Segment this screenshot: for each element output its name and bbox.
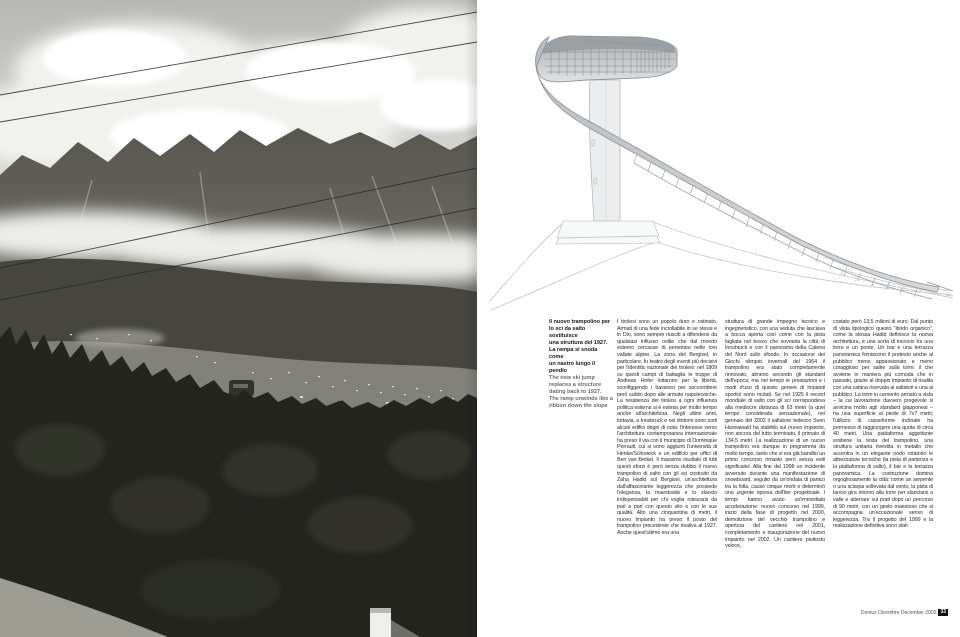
caption-line: una struttura del 1927. bbox=[549, 340, 608, 346]
photo-village-patch bbox=[75, 329, 165, 347]
caption-italian bbox=[549, 319, 613, 375]
page-footer bbox=[861, 609, 948, 616]
drawing-illustration bbox=[487, 10, 953, 312]
drawing-tower bbox=[589, 80, 620, 221]
article-column-1: I tirolesi sono un popolo duro e ostinato. Armati di una fede incrollabile in se stessi e in Dio, sono sempre riusciti a difendersi da qualsiasi influsso ostile che dal mondo esterno cercasse di penetrare nelle loro vallate alpine. La zona del Bergisel, in particolare, fu teatro degli eventi più decisivi per l'identità nazionale dei tirolesi: nel 1809 su questi campi di battaglia le truppe di Andreas Hofer lottarono per la libertà, sconfiggendo i bavaresi per soccombere però subito dopo alle armate napoleoniche. La resistenza dei tirolesi a ogni influenza politica esterna si è estesa per molto tempo anche all'architettura. Negli ultimi anni, tuttavia, a Innsbruck e nei dintorni sono sorti alcuni edifici degni di nota: l'interesse verso l'architettura contemporanea internazionale ha preso il via con il municipio di Dominique Perrault, cui si sono aggiunti l'università di Henke/Schreieck e un edificio per uffici di Ben van Berkel. Il massimo risultato di tutti questi sforzi è però senza dubbio il nuovo trampolino di salto con gli sci costruito da Zaha Hadid sul Bergisel, un'architettura dall'affascinante leggerezza che possiede l'eleganza, la maestosità e lo slancio indispensabili per chi voglia misurarsi da pari a pari con questo sito e con le sue qualità. Alto una cinquantina di metri, il nuovo impianto ha preso il posto del trampolino precedente che risaliva al 1927. Anche quest'ultimo era una bbox=[617, 319, 717, 536]
article-body bbox=[617, 319, 933, 591]
photo-caption bbox=[549, 319, 613, 410]
article-column-2: struttura di grande impegno tecnico e ingegneristico, con una veduta che lasciava a bocca aperta così come con la pista tagliata nel bosco che sovrasta la città di Innsbruck e con il panorama della Catena del Nord sullo sfondo. In occasione dei Giochi olimpici invernali del 1964 il trampolino era stato completamente rinnovato, almeno secondo gli standard dell'epoca; ma nel tempo le prestazioni e i modi d'uso di questo genere di impianti sportivi sono mutati. Se nel 1925 il record mondiale di salto con gli sci corrispondeva alla mediocre distanza di 63 metri (a quel tempo considerata sensazionale), nel gennaio del 2002 il saltatore tedesco Sven Hannawald ha stabilito sul nuovo impianto, non ancora del tutto terminato, il primato di 134,5 metri. La realizzazione di un nuovo trampolino era dunque in programma da molto tempo, tanto che si era già bandito un primo concorso rimasto però senza esiti significativi. Alla fine del 1998 un incidente avvenuto durante una manifestazione di snowboard, seguito da un'ondata di panico tra la folla, causò cinque morti e determinò una urgente ripresa dell'iter progettuale. I tempi hanno avuto un'immediata accelerazione: nuovo concorso nel 1999, inizio della fase di progetto nel 2000, demolizione del vecchio trampolino e apertura del cantiere nel 2001, completamento e inaugurazione del nuovo impianto nel 2002. Un cantiere piuttosto veloce, bbox=[725, 319, 825, 550]
caption-line: ribbon down the slope bbox=[549, 403, 608, 409]
caption-english bbox=[549, 375, 613, 410]
caption-line: replaces a structure bbox=[549, 382, 602, 388]
caption-line: The new ski jump bbox=[549, 375, 595, 381]
caption-line: The ramp unwinds like a bbox=[549, 396, 613, 402]
caption-line: lo sci da salto sostituisce bbox=[549, 326, 586, 339]
caption-line: La rampa si snoda come bbox=[549, 347, 598, 360]
caption-line: un nastro lungo il pendio bbox=[549, 361, 596, 374]
article-column-3: costato però 13,5 milioni di euro. Dal punto di vista tipologico questo “ibrido organico”, come la stessa Hadid definisce la nuova architettura, è una sorta di incrocio tra una torre e un ponte. Un bar e una terrazza panoramica forniscono il pretesto anche al pubblico meno appassionato e meno coraggioso per salire sulla torre: il che avviene in maniera più comoda che in passato, grazie al doppio impianto di risalita con una cabina riservata ai saltatori e una al pubblico. La torre in cemento armato a vista – la cui lavorazione davvero pregevole si avvicina molto agli standard giapponesi – ha una superficie al piede di 7x7 metri; l'utilizzo di casseforme inclinate ha permesso di raggiungere una quota di circa 40 metri. Una piattaforma aggettante sostiene la testa del trampolino, una struttura unitaria rivestita in metallo che accentra in un elegante nodo rotatorio le attrezzature tecniche (la pista di partenza e la piattaforma di salto), il bar e la terrazza panoramica. La costruzione domina orgogliosamente la città: come un serpente o una sciarpa sollevata dal vento, la pista di lancio gira intorno alla torre per slanciarsi a valle e atterrare sui prati dopo un percorso di 90 metri, con un gesto maestoso che si accompagna un'eccezionale senso di leggerezza. Tra il progetto del 1999 e la realizzazione definitiva sono stati bbox=[833, 319, 933, 530]
caption-line: Il nuovo trampolino per bbox=[549, 319, 611, 325]
ski-jump-drawing bbox=[487, 10, 953, 312]
caption-line: dating back to 1927. bbox=[549, 389, 602, 395]
gutter-shadow bbox=[465, 0, 477, 637]
drawing-pedestal bbox=[556, 221, 660, 244]
photo-illustration bbox=[0, 0, 477, 637]
bergisel-photograph bbox=[0, 0, 477, 637]
footer-magazine-label: Domus Dicembre December 2002 bbox=[860, 609, 937, 616]
page-number-badge: 33 bbox=[940, 609, 946, 615]
drawing-head bbox=[537, 36, 677, 82]
